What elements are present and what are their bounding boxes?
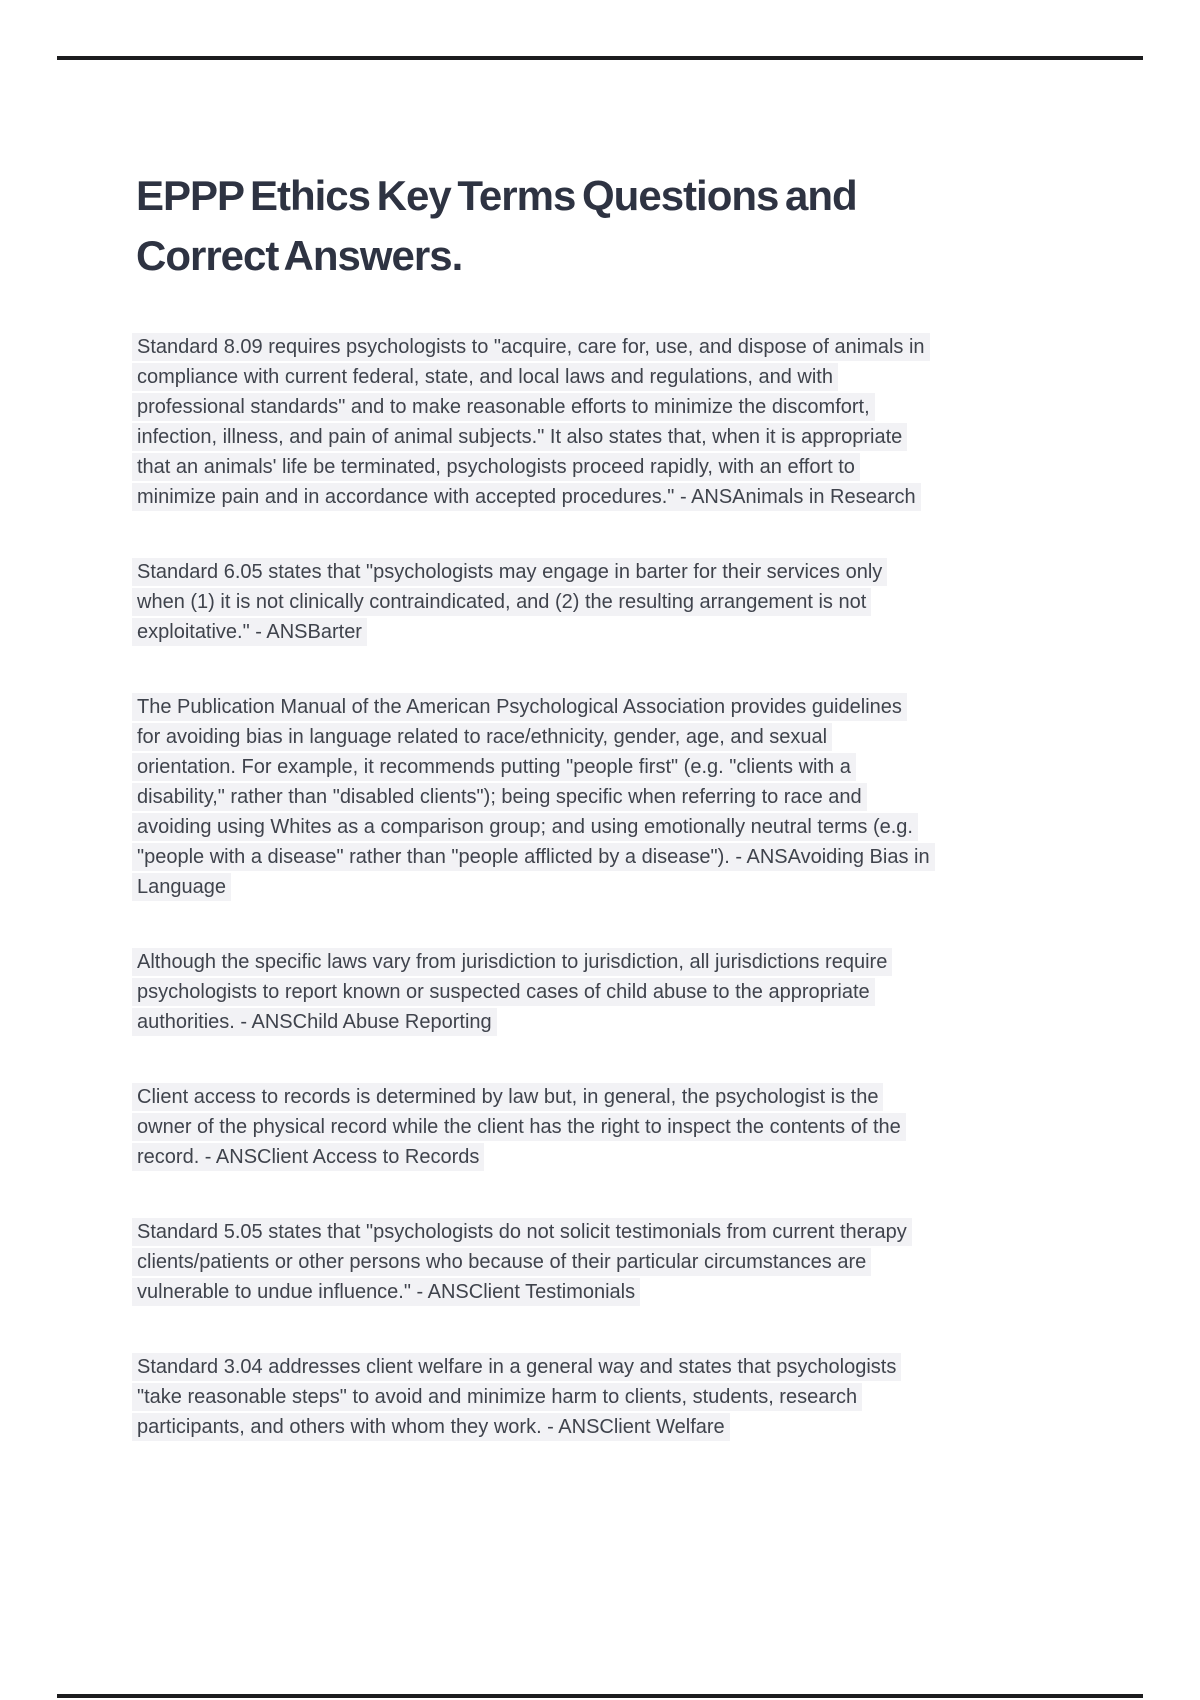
text-line: The Publication Manual of the American Psychological Association provides guidelines xyxy=(132,692,1122,722)
qa-paragraph-avoiding-bias-in-language xyxy=(132,692,1122,902)
text-line: avoiding using Whites as a comparison group; and using emotionally neutral terms (e.g. xyxy=(132,812,1122,842)
qa-paragraph-client-access-to-records xyxy=(132,1082,1122,1172)
text-line: record. - ANSClient Access to Records xyxy=(132,1142,1122,1172)
bottom-horizontal-rule xyxy=(57,1694,1143,1698)
text-line: infection, illness, and pain of animal subjects." It also states that, when it is appropriate xyxy=(132,422,1122,452)
text-line: participants, and others with whom they work. - ANSClient Welfare xyxy=(132,1412,1122,1442)
text-line: authorities. - ANSChild Abuse Reporting xyxy=(132,1007,1122,1037)
text-line: Standard 8.09 requires psychologists to "acquire, care for, use, and dispose of animals in xyxy=(132,332,1122,362)
text-line: orientation. For example, it recommends putting "people first" (e.g. "clients with a xyxy=(132,752,1122,782)
text-line: compliance with current federal, state, and local laws and regulations, and with xyxy=(132,362,1122,392)
text-line: "take reasonable steps" to avoid and minimize harm to clients, students, research xyxy=(132,1382,1122,1412)
text-line: clients/patients or other persons who because of their particular circumstances are xyxy=(132,1247,1122,1277)
text-line: when (1) it is not clinically contraindicated, and (2) the resulting arrangement is not xyxy=(132,587,1122,617)
text-line: Although the specific laws vary from jurisdiction to jurisdiction, all jurisdictions require xyxy=(132,947,1122,977)
text-line: Standard 5.05 states that "psychologists do not solicit testimonials from current therapy xyxy=(132,1217,1122,1247)
text-line: "people with a disease" rather than "people afflicted by a disease"). - ANSAvoiding Bias in xyxy=(132,842,1122,872)
top-horizontal-rule xyxy=(57,56,1143,60)
document-title-line-2: Correct Answers. xyxy=(136,232,463,280)
document-body xyxy=(132,332,1122,1487)
text-line: minimize pain and in accordance with accepted procedures." - ANSAnimals in Research xyxy=(132,482,1122,512)
qa-paragraph-barter xyxy=(132,557,1122,647)
text-line: for avoiding bias in language related to race/ethnicity, gender, age, and sexual xyxy=(132,722,1122,752)
text-line: Standard 3.04 addresses client welfare in a general way and states that psychologists xyxy=(132,1352,1122,1382)
text-line: professional standards" and to make reasonable efforts to minimize the discomfort, xyxy=(132,392,1122,422)
text-line: that an animals' life be terminated, psychologists proceed rapidly, with an effort to xyxy=(132,452,1122,482)
text-line: vulnerable to undue influence." - ANSClient Testimonials xyxy=(132,1277,1122,1307)
document-title-line-1: EPPP Ethics Key Terms Questions and xyxy=(136,172,857,220)
text-line: psychologists to report known or suspected cases of child abuse to the appropriate xyxy=(132,977,1122,1007)
text-line: Standard 6.05 states that "psychologists may engage in barter for their services only xyxy=(132,557,1122,587)
text-line: Client access to records is determined by law but, in general, the psychologist is the xyxy=(132,1082,1122,1112)
text-line: owner of the physical record while the client has the right to inspect the contents of the xyxy=(132,1112,1122,1142)
qa-paragraph-animals-in-research xyxy=(132,332,1122,512)
text-line: Language xyxy=(132,872,1122,902)
qa-paragraph-child-abuse-reporting xyxy=(132,947,1122,1037)
document-title xyxy=(136,166,1036,286)
text-line: exploitative." - ANSBarter xyxy=(132,617,1122,647)
qa-paragraph-client-testimonials xyxy=(132,1217,1122,1307)
qa-paragraph-client-welfare xyxy=(132,1352,1122,1442)
text-line: disability," rather than "disabled clients"); being specific when referring to race and xyxy=(132,782,1122,812)
